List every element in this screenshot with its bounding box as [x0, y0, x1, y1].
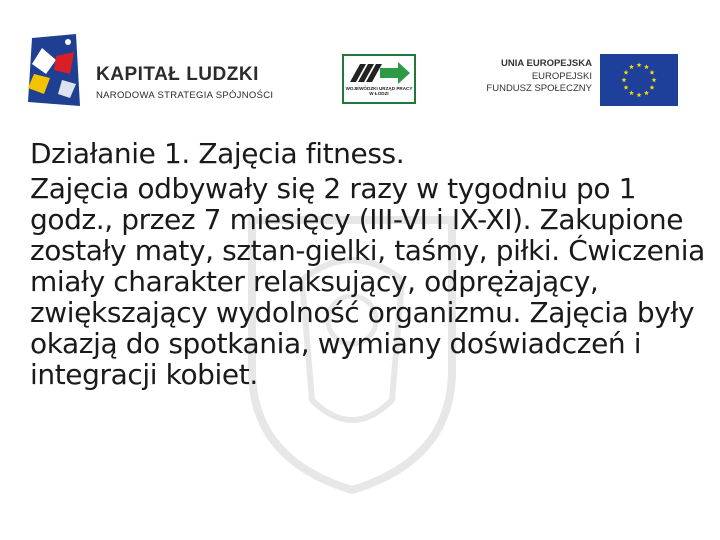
- eu-line-3: FUNDUSZ SPOŁECZNY: [486, 83, 592, 94]
- eu-flag-icon: [600, 54, 678, 106]
- kapital-ludzki-title: KAPITAŁ LUDZKI: [96, 64, 259, 85]
- kapital-ludzki-logo: [22, 30, 292, 110]
- arrow-icon: [346, 58, 412, 86]
- regional-labour-office-logo: [342, 54, 416, 104]
- kapital-ludzki-emblem-icon: [22, 30, 84, 110]
- eu-text-block: [470, 58, 592, 96]
- eu-line-2: EUROPEJSKI: [531, 70, 592, 82]
- eu-line-1: UNIA EUROPEJSKA: [501, 58, 592, 69]
- logo-band: [0, 0, 720, 125]
- description-paragraph: Zajęcia odbywały się 2 razy w tygodniu po 1 godz., przez 7 miesięcy (III-VI i IX-XI). Zakupione zostały maty, sztan-gielki, taśmy, piłki. Ćwiczenia miały charakter relaksujący, odprężający, zwiększający wydolność organizmu. Zajęcia były okazją do spotkania, wymiany doświadczeń i integracji kobiet.: [30, 172, 705, 391]
- main-content: [30, 138, 720, 390]
- regional-labour-office-text: WOJEWÓDZKI URZĄD PRACY W ŁODZI: [345, 86, 413, 97]
- kapital-ludzki-subtitle: NARODOWA STRATEGIA SPÓJNOŚCI: [96, 90, 274, 101]
- action-heading: Działanie 1. Zajęcia fitness.: [30, 137, 405, 170]
